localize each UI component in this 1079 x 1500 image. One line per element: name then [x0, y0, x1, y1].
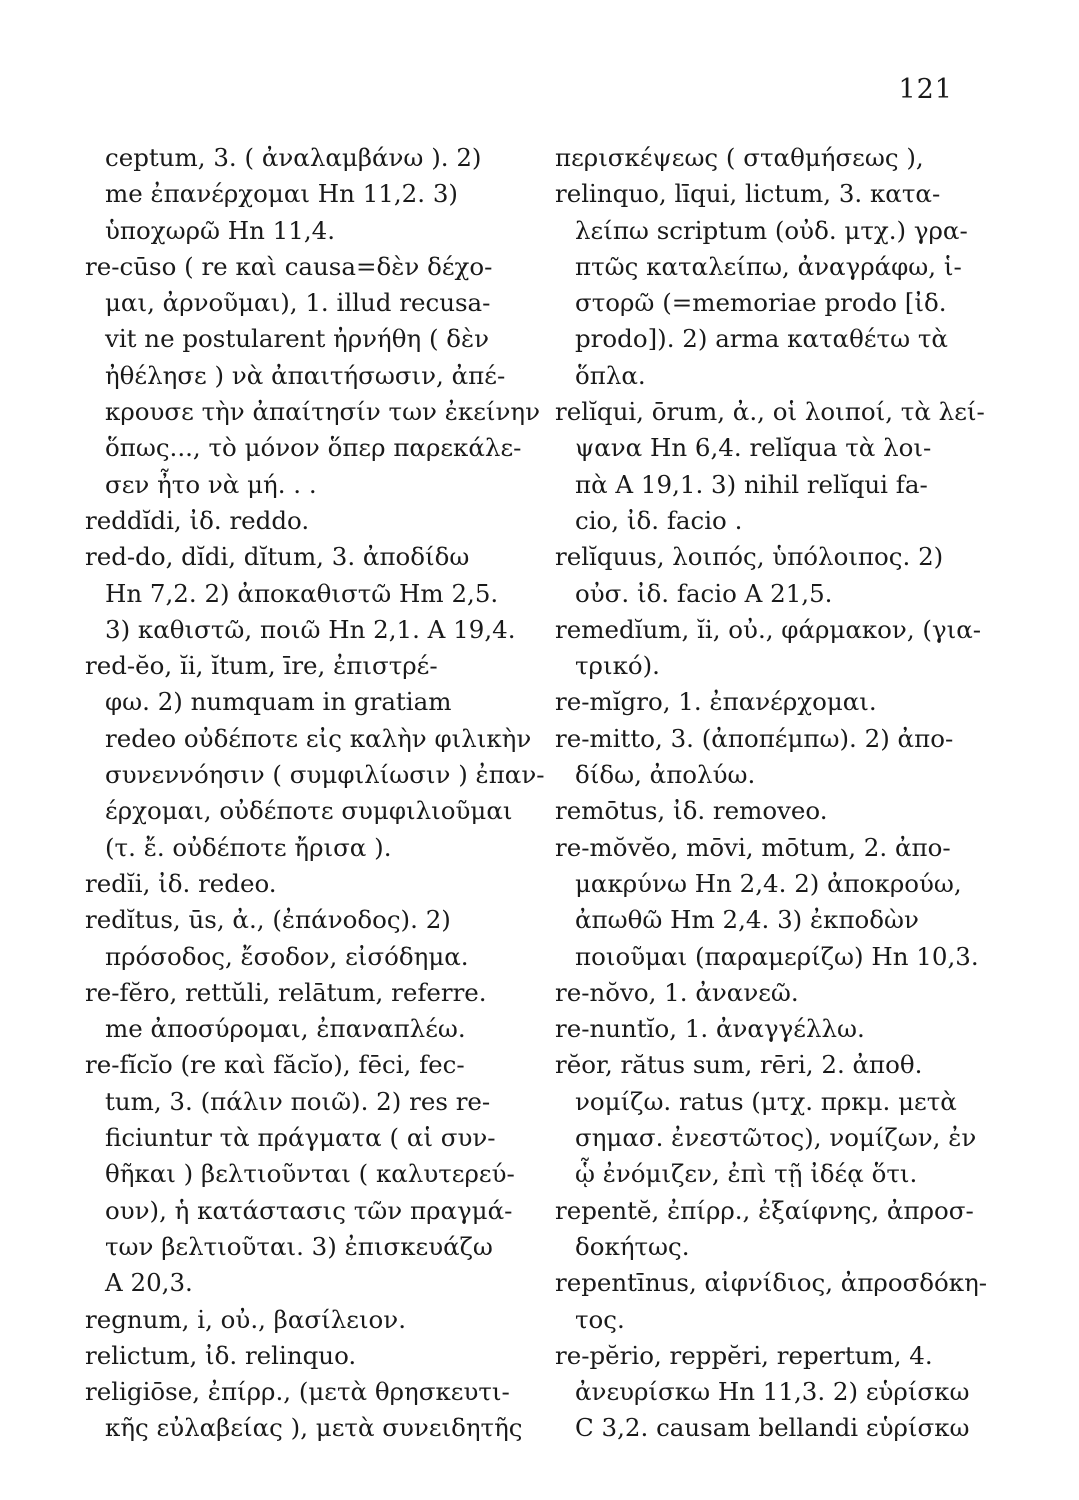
- text-line: πτῶς καταλείπω, ἀναγράφω, ἱ-: [575, 251, 962, 281]
- text-line: vit ne postularent ἠρνήθη ( δὲν: [105, 324, 490, 354]
- text-line: ᾧ ἐνόμιζεν, ἐπὶ τῇ ἰδέᾳ ὅτι.: [575, 1159, 918, 1189]
- text-line: σημασ. ἐνεστῶτος), νομίζων, ἐν: [575, 1123, 977, 1153]
- text-line: των βελτιοῦται. 3) ἐπισκευάζω: [105, 1231, 493, 1261]
- text-line: remedĭum, ĭi, οὐ., φάρμακον, (για-: [555, 614, 982, 644]
- text-line: redeo οὐδέποτε εἰς καλὴν φιλικὴν: [105, 723, 532, 753]
- text-line: re-pĕrio, reppĕri, repertum, 4.: [555, 1340, 933, 1370]
- text-line: relictum, ἰδ. relinquo.: [85, 1340, 357, 1370]
- text-line: ὅπως..., τὸ μόνον ὅπερ παρεκάλε-: [105, 433, 522, 463]
- text-line: red-do, dĭdi, dĭtum, 3. ἀποδίδω: [85, 542, 470, 572]
- text-line: νομίζω. ratus (μτχ. πρκμ. μετὰ: [575, 1086, 957, 1116]
- text-line: στορῶ (=memoriae prodo [ἰδ.: [575, 288, 947, 318]
- text-line: relĭquus, λοιπός, ὑπόλοιπος. 2): [555, 542, 944, 572]
- text-line: (τ. ἔ. οὐδέποτε ἤρισα ).: [105, 832, 392, 862]
- text-line: re-fĕro, rettŭli, relātum, referre.: [85, 977, 487, 1007]
- text-line: redĭi, ἰδ. redeo.: [85, 868, 277, 898]
- text-line: prodo]). 2) arma καταθέτω τὰ: [575, 324, 948, 354]
- text-line: 3) καθιστῶ, ποιῶ Hn 2,1. A 19,4.: [105, 614, 516, 644]
- text-line: reddĭdi, ἰδ. reddo.: [85, 505, 310, 535]
- text-line: φω. 2) numquam in gratiam: [105, 687, 452, 717]
- page-number: 121: [898, 74, 953, 105]
- text-line: ψανα Hn 6,4. relĭqua τὰ λοι-: [575, 433, 932, 463]
- text-line: ἠθέλησε ) νὰ ἀπαιτήσωσιν, ἀπέ-: [105, 360, 506, 390]
- text-line: A 20,3.: [105, 1268, 193, 1298]
- text-line: relinquo, līqui, lictum, 3. κατα-: [555, 179, 941, 209]
- text-line: μακρύνω Hn 2,4. 2) ἀποκρούω,: [575, 868, 962, 898]
- text-line: religiōse, ἐπίρρ., (μετὰ θρησκευτι-: [85, 1377, 510, 1407]
- text-line: σεν ἦτο νὰ μή. . .: [105, 469, 317, 499]
- text-line: C 3,2. causam bellandi εὑρίσκω: [575, 1413, 970, 1443]
- right-column: [555, 140, 988, 1447]
- text-line: re-mitto, 3. (ἀποπέμπω). 2) ἀπο-: [555, 723, 954, 753]
- text-line: me ἀποσύρομαι, ἐπαναπλέω.: [105, 1014, 466, 1044]
- text-line: τρικό).: [575, 651, 660, 681]
- text-line: re-cūso ( re καὶ causa=δὲν δέχο-: [85, 251, 493, 281]
- text-line: έρχομαι, οὐδέποτε συμφιλιοῦμαι: [105, 796, 513, 826]
- left-column: [85, 140, 545, 1447]
- text-line: κῆς εὐλαβείας ), μετὰ συνειδητῆς: [105, 1413, 523, 1443]
- text-line: repentīnus, αἰφνίδιος, ἀπροσδόκη-: [555, 1268, 988, 1298]
- text-line: πὰ A 19,1. 3) nihil relĭqui fa-: [575, 469, 928, 499]
- text-line: re-mŏvĕo, mōvi, mōtum, 2. ἀπο-: [555, 832, 951, 862]
- text-line: ἀπωθῶ Hm 2,4. 3) ἐκποδὼν: [575, 905, 919, 935]
- text-line: red-ĕo, ĭi, ĭtum, īre, ἐπιστρέ-: [85, 651, 438, 681]
- text-line: ουν), ἡ κατάστασις τῶν πραγμά-: [105, 1195, 513, 1225]
- text-line: δίδω, ἀπολύω.: [575, 760, 756, 790]
- text-line: cio, ἰδ. facio .: [575, 505, 743, 535]
- text-line: λείπω scriptum (οὐδ. μτχ.) γρα-: [575, 215, 968, 245]
- text-line: rĕor, rătus sum, rēri, 2. ἀποθ.: [555, 1050, 923, 1080]
- text-line: ὑποχωρῶ Hn 11,4.: [105, 215, 336, 245]
- text-line: μαι, ἀρνοῦμαι), 1. illud recusa-: [105, 288, 491, 318]
- text-line: ποιοῦμαι (παραμερίζω) Hn 10,3.: [575, 941, 979, 971]
- text-line: re-nuntĭo, 1. ἀναγγέλλω.: [555, 1014, 865, 1044]
- text-line: re-mĭgro, 1. ἐπανέρχομαι.: [555, 687, 877, 717]
- text-line: re-fĭcĭo (re καὶ făcĭo), fēci, fec-: [85, 1050, 465, 1080]
- text-line: Hn 7,2. 2) ἀποκαθιστῶ Hm 2,5.: [105, 578, 499, 608]
- text-line: re-nŏvo, 1. ἀνανεῶ.: [555, 977, 799, 1007]
- text-line: κρουσε τὴν ἀπαίτησίν των ἐκείνην: [105, 397, 540, 427]
- text-line: πρόσοδος, ἔσοδον, εἰσόδημα.: [105, 941, 469, 971]
- text-line: οὐσ. ἰδ. facio A 21,5.: [575, 578, 833, 608]
- text-line: ἀνευρίσκω Hn 11,3. 2) εὑρίσκω: [575, 1377, 970, 1407]
- text-line: ceptum, 3. ( ἀναλαμβάνω ). 2): [105, 143, 482, 172]
- text-line: remōtus, ἰδ. removeo.: [555, 796, 828, 826]
- text-line: relĭqui, ōrum, ἀ., οἱ λοιποί, τὰ λεί-: [555, 397, 985, 427]
- text-line: tum, 3. (πάλιν ποιῶ). 2) res re-: [105, 1086, 491, 1116]
- text-line: θῆκαι ) βελτιοῦνται ( καλυτερεύ-: [105, 1159, 515, 1189]
- text-line: τος.: [575, 1304, 625, 1334]
- text-line: δοκήτως.: [575, 1231, 690, 1261]
- text-line: regnum, i, οὐ., βασίλειον.: [85, 1304, 406, 1334]
- text-line: redĭtus, ūs, ἀ., (ἐπάνοδος). 2): [85, 905, 451, 935]
- text-line: me ἐπανέρχομαι Hn 11,2. 3): [105, 179, 458, 209]
- text-line: repentĕ, ἐπίρρ., ἐξαίφνης, ἀπροσ-: [555, 1195, 974, 1225]
- text-line: ὅπλα.: [575, 360, 646, 390]
- text-line: περισκέψεως ( σταθμήσεως ),: [555, 143, 924, 172]
- text-line: ficiuntur τὰ πράγματα ( αἱ συν-: [105, 1123, 496, 1153]
- text-line: συνεννόησιν ( συμφιλίωσιν ) ἐπαν-: [105, 760, 545, 790]
